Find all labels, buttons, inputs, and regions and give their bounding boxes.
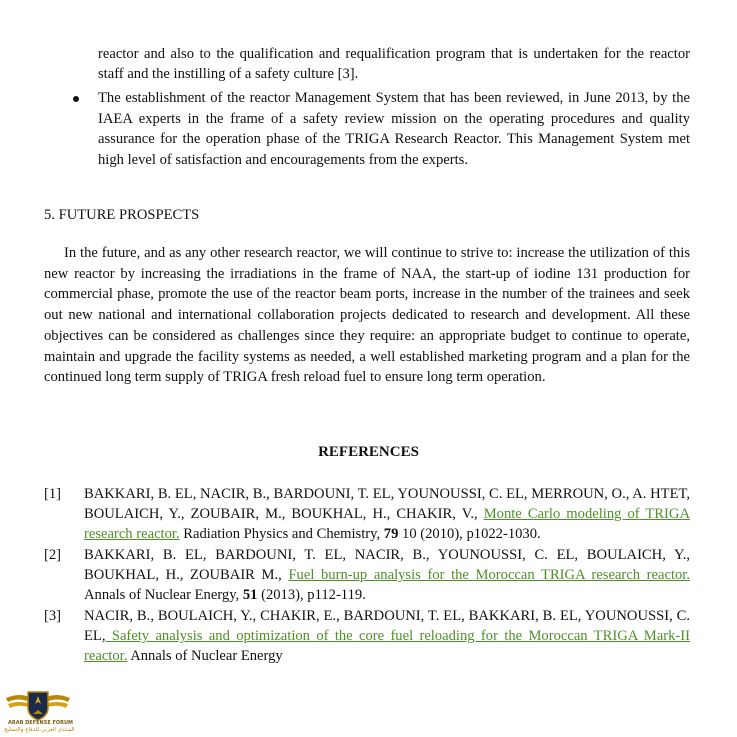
reference-number: [3]: [44, 608, 62, 624]
reference-number: [2]: [44, 547, 62, 563]
reference-authors: BAKKARI, B. EL, BARDOUNI, T. EL, NACIR, B., YOUNOUSSI, C. EL, BOULAICH, Y., BOUKHAL, H., ZOUBAIR M.,: [84, 547, 690, 583]
watermark-arabic: المنتدى العربي للدفاع والتسليح: [4, 727, 75, 733]
reference-item: [44, 484, 690, 544]
reference-body: [84, 545, 690, 605]
reference-link[interactable]: Monte Carlo modeling of TRIGA research reactor.: [84, 506, 690, 542]
reference-item: [44, 606, 690, 666]
reference-journal: Annals of Nuclear Energy,: [84, 587, 243, 603]
section-paragraph: In the future, and as any other research reactor, we will continue to strive to: increase the utilization of this new reactor by increasing the irradiations in the frame of NAA, the start-up of iodine 131 production for commercial phase, promote the use of the reactor beam ports, increase in the number of the trainees and seek out new national and international collaboration projects dedicated to research and development. All these objectives can be considered as challenges since they require: an appropriate budget to continue to operate, maintain and upgrade the facility systems as needed, a well established marketing program and a plan for the continued long term supply of TRIGA fresh reload fuel to ensure long term operation.: [44, 245, 690, 386]
bullet-item-management-system: The establishment of the reactor Management System that has been reviewed, in June 2013, by the IAEA experts in the frame of a safety review mission on the operating procedures and quality assurance for the operation phase of the TRIGA Research Reactor. This Management System met high level of satisfaction and encouragements from the experts.: [98, 90, 690, 168]
reference-body: [84, 606, 690, 666]
reference-pages: (2013), p112-119.: [257, 587, 366, 603]
watermark-english: ARAB DEFENSE FORUM: [8, 720, 74, 726]
reference-link[interactable]: Fuel burn-up analysis for the Moroccan TRIGA research reactor.: [288, 567, 691, 583]
reference-body: [84, 484, 690, 544]
reference-number: [1]: [44, 486, 62, 502]
section-heading: 5. FUTURE PROSPECTS: [44, 207, 200, 223]
bullet-continuation: reactor and also to the qualification and requalification program that is undertaken for the reactor staff and the instilling of a safety culture [3].: [98, 46, 690, 82]
reference-journal: Radiation Physics and Chemistry,: [179, 526, 384, 542]
references-list: [44, 484, 690, 666]
reference-pages: 10 (2010), p1022-1030.: [398, 526, 541, 542]
bullet-dot: [73, 96, 79, 102]
reference-authors: BAKKARI, B. EL, NACIR, B., BARDOUNI, T. EL, YOUNOUSSI, C. EL, MERROUN, O., A. HTET, BOULAICH, Y., ZOUBAIR, M., BOUKHAL, H., CHAKIR, V.,: [84, 486, 690, 522]
reference-journal: Annals of Nuclear Energy: [127, 648, 283, 664]
reference-item: [44, 545, 690, 605]
reference-volume: 79: [383, 526, 399, 542]
reference-authors: NACIR, B., BOULAICH, Y., CHAKIR, E., BARDOUNI, T. EL, BAKKARI, B. EL, YOUNOUSSI, C. EL,: [84, 608, 690, 644]
reference-volume: 51: [242, 587, 258, 603]
references-title: REFERENCES: [318, 444, 419, 460]
reference-link[interactable]: Safety analysis and optimization of the core fuel reloading for the Moroccan TRIGA Mark-II reactor.: [84, 628, 690, 664]
